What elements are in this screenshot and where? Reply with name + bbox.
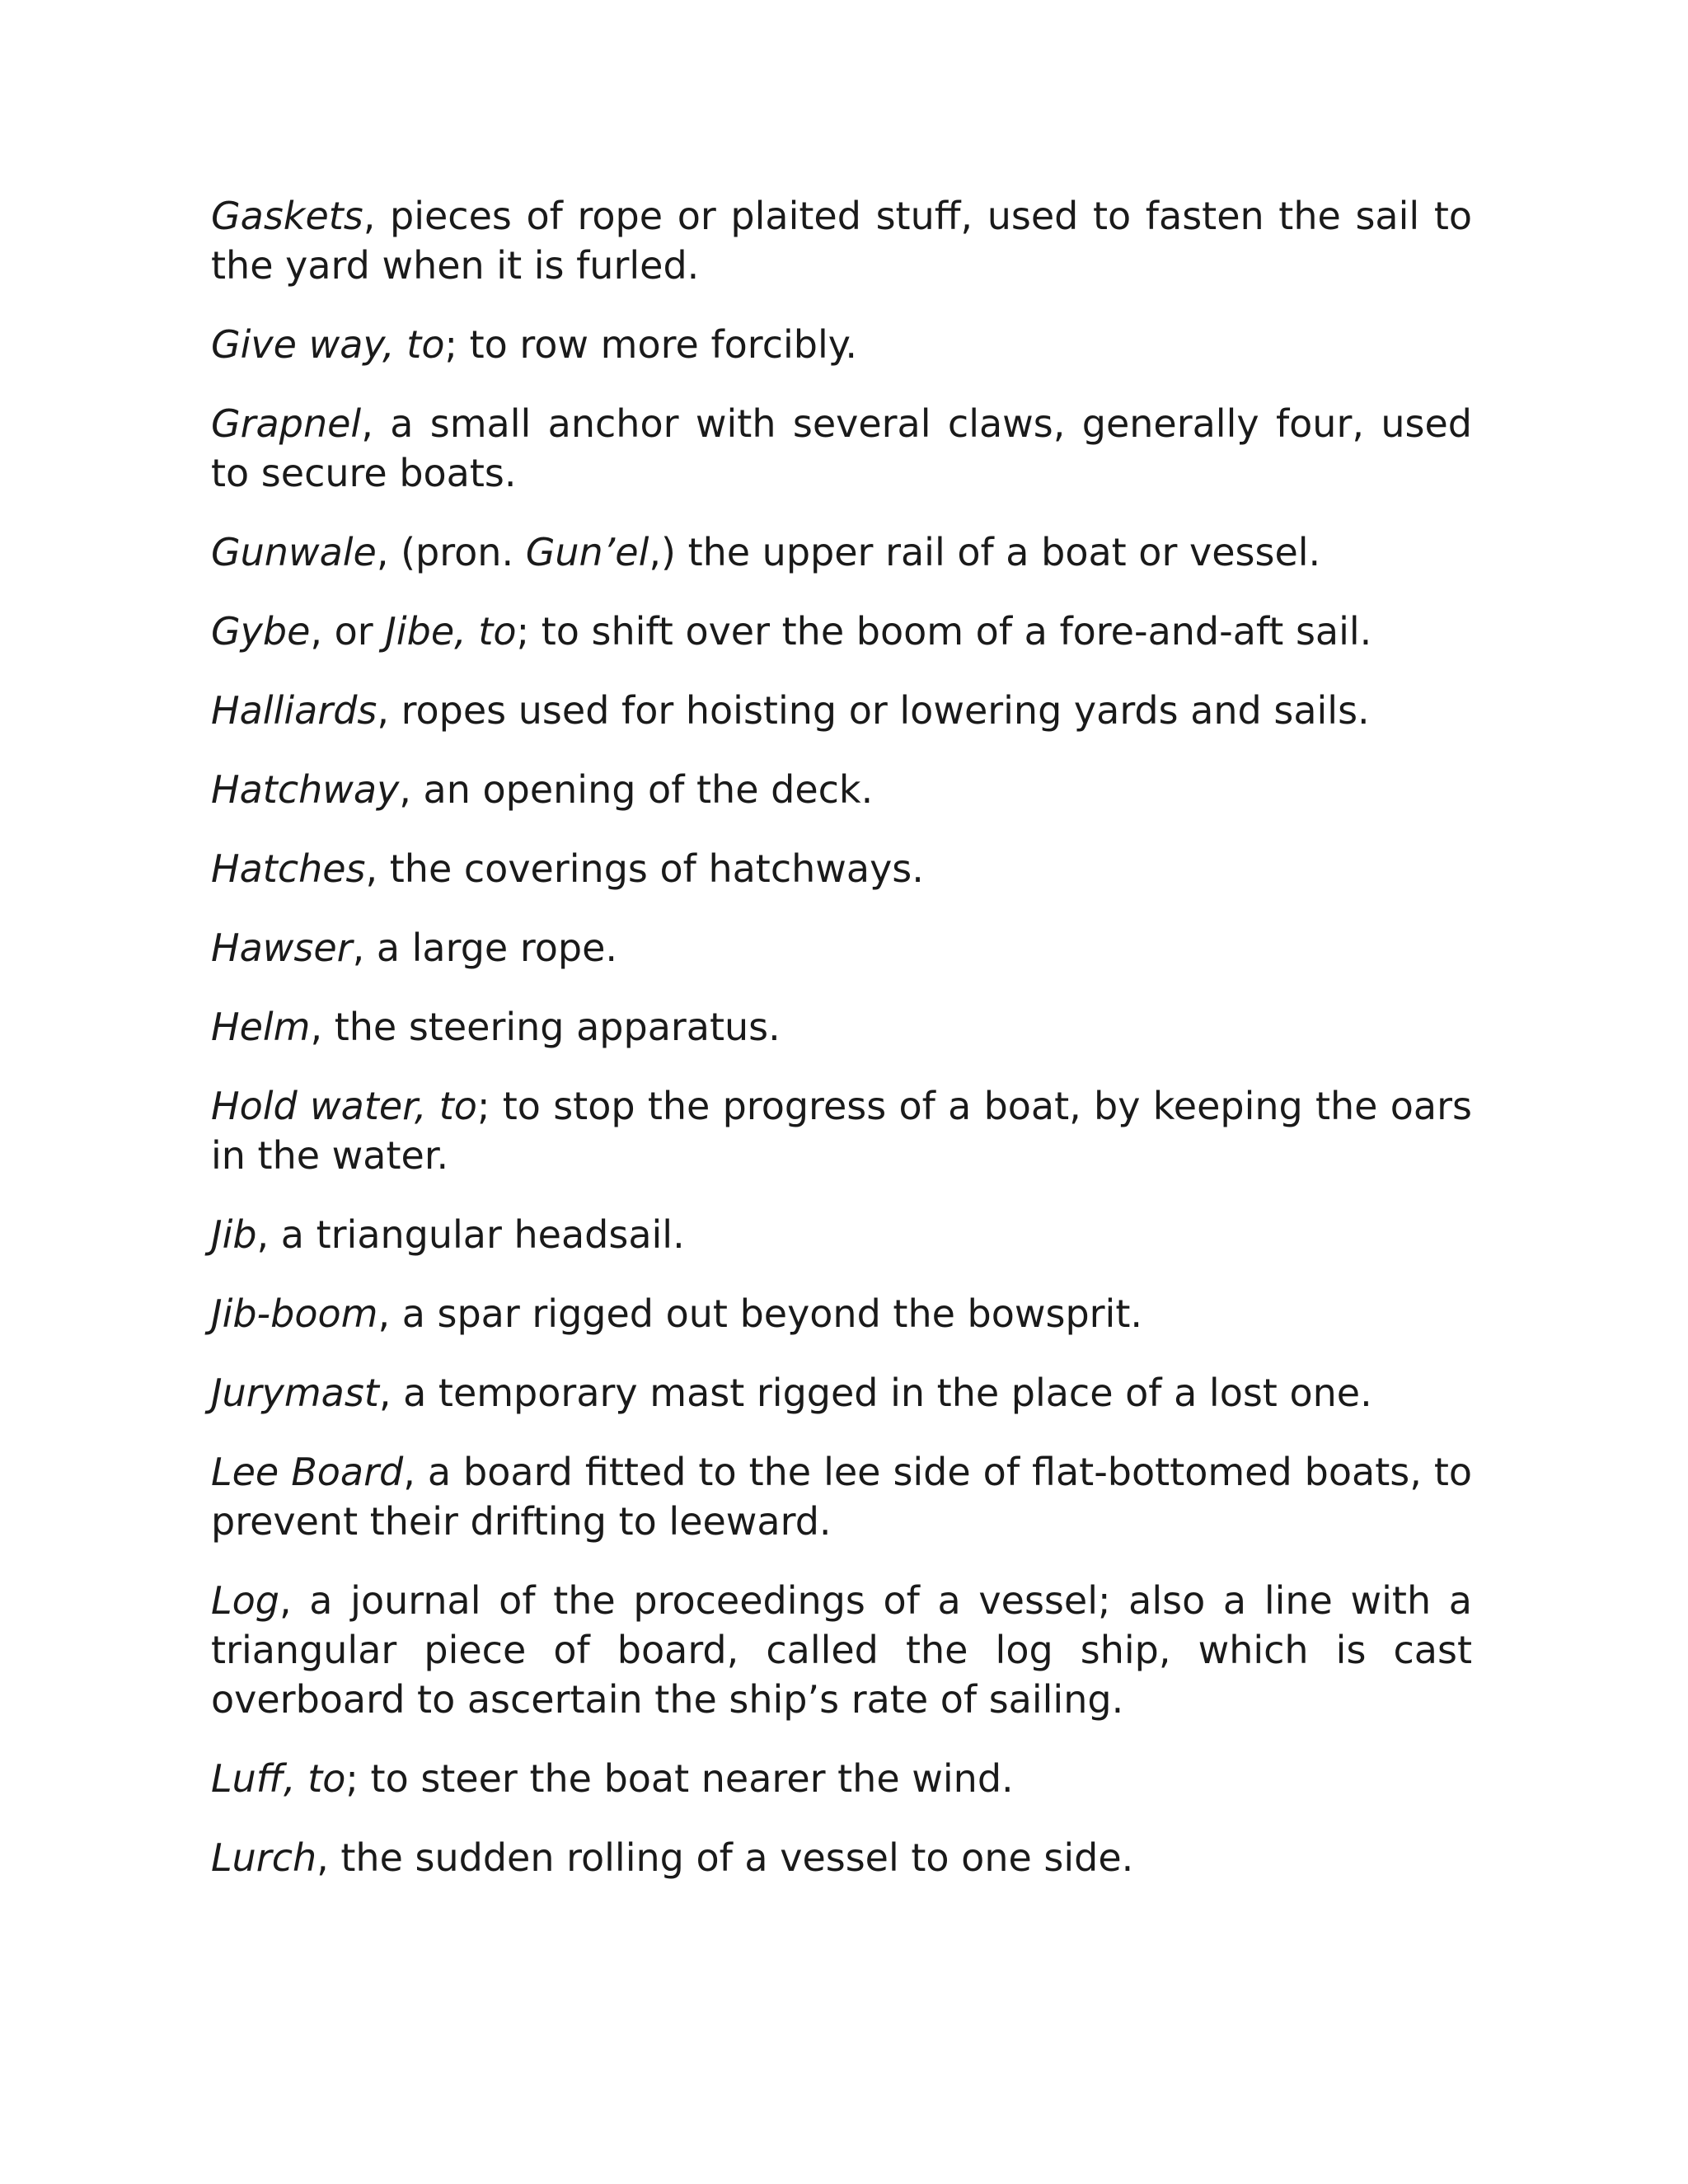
glossary-term: Gunwale — [211, 530, 377, 574]
glossary-definition: , a spar rigged out beyond the bowsprit. — [377, 1291, 1142, 1336]
glossary-entry — [211, 1754, 1472, 1803]
glossary-term: Halliards — [211, 688, 377, 733]
glossary-entry — [211, 399, 1472, 498]
glossary-term: Jurymast — [211, 1371, 379, 1415]
glossary-term: Give way, to — [211, 322, 445, 367]
glossary-entry — [211, 1210, 1472, 1259]
glossary-entry — [211, 1833, 1472, 1882]
glossary-term: Log — [211, 1578, 279, 1623]
glossary-definition: , a board fitted to the lee side of flat-bottomed boats, to prevent their drifting to leeward. — [211, 1450, 1473, 1544]
glossary-definition: , a journal of the proceedings of a vessel; also a line with a triangular piece of board, called the log ship, which is cast overboard to ascertain the ship’s rate of sailing. — [211, 1578, 1472, 1722]
glossary-entry — [211, 765, 1472, 814]
glossary-entry — [211, 607, 1472, 656]
glossary-entry — [211, 1368, 1472, 1418]
glossary-entry — [211, 686, 1472, 735]
glossary-definition: , the sudden rolling of a vessel to one side. — [316, 1835, 1134, 1880]
glossary-term: Hold water, to — [211, 1084, 477, 1128]
glossary-definition: ; to steer the boat nearer the wind. — [345, 1756, 1014, 1801]
glossary-entry — [211, 1289, 1472, 1338]
glossary-definition: , a small anchor with several claws, generally four, used to secure boats. — [211, 401, 1472, 495]
glossary-entry — [211, 320, 1472, 369]
glossary-term: Grapnel — [211, 401, 362, 446]
glossary-entry — [211, 1447, 1472, 1546]
glossary-definition-continued: ,) the upper rail of a boat or vessel. — [649, 530, 1321, 574]
glossary-definition: , pieces of rope or plaited stuff, used to fasten the sail to the yard when it is furled. — [211, 194, 1472, 288]
glossary-definition: , ropes used for hoisting or lowering yards and sails. — [377, 688, 1370, 733]
glossary-definition: , the coverings of hatchways. — [365, 846, 924, 891]
glossary-entry — [211, 527, 1472, 577]
glossary-term: Gybe — [211, 609, 311, 654]
glossary-entry — [211, 844, 1472, 893]
glossary-definition: ; to stop the progress of a boat, by keeping the oars in the water. — [211, 1084, 1472, 1178]
glossary-definition: , a large rope. — [352, 926, 618, 970]
glossary-entry — [211, 191, 1472, 290]
glossary-definition: , (pron. — [376, 530, 526, 574]
glossary-term: Jib — [211, 1212, 257, 1257]
glossary-definition: ; to row more forcibly. — [444, 322, 858, 367]
glossary-term: Hatches — [211, 846, 366, 891]
glossary-term: Luff, to — [211, 1756, 346, 1801]
glossary-term: Hatchway — [211, 767, 400, 812]
glossary-term: Gaskets — [211, 194, 363, 238]
glossary-definition: , or — [310, 609, 386, 654]
glossary-entry — [211, 923, 1472, 972]
glossary-definition: , a temporary mast rigged in the place of a lost one. — [378, 1371, 1372, 1415]
glossary-term: Lee Board — [211, 1450, 404, 1494]
glossary-entry — [211, 1002, 1472, 1052]
glossary-term: Helm — [211, 1005, 311, 1049]
glossary-term: Hawser — [211, 926, 353, 970]
glossary-term-variant: Jibe, to — [385, 609, 517, 654]
glossary-definition: , an opening of the deck. — [399, 767, 874, 812]
glossary-page — [211, 191, 1472, 1912]
glossary-entry — [211, 1576, 1472, 1724]
glossary-definition: , the steering apparatus. — [310, 1005, 781, 1049]
glossary-term: Lurch — [211, 1835, 317, 1880]
glossary-definition: , a triangular headsail. — [256, 1212, 685, 1257]
glossary-definition-continued: ; to shift over the boom of a fore-and-aft sail. — [516, 609, 1372, 654]
glossary-term-variant: Gun’el — [525, 530, 649, 574]
glossary-entry — [211, 1081, 1472, 1180]
glossary-term: Jib-boom — [211, 1291, 378, 1336]
